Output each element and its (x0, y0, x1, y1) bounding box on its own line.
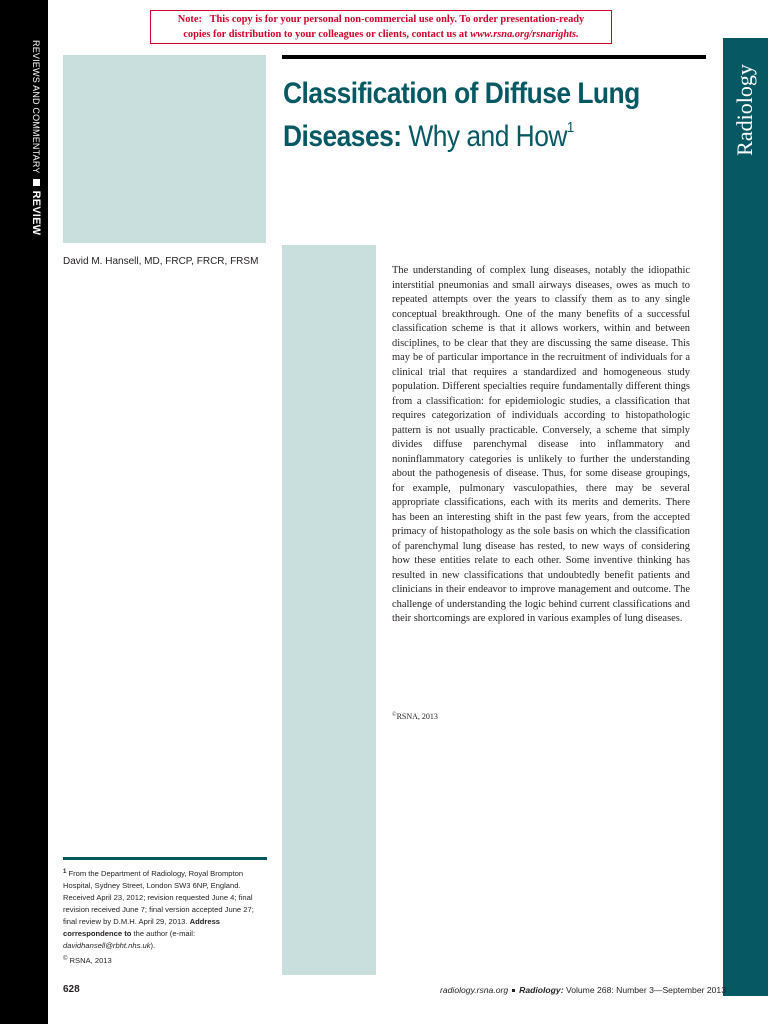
left-section-bar (0, 0, 48, 1024)
title-light: Why and How (408, 120, 567, 153)
section-label (30, 40, 42, 280)
abstract-text: The understanding of complex lung diseases, notably the idiopathic interstitial pneumonias and small airways diseases, owes as much to repeated attempts over the years to classify them as to any single conceptual breakthrough. One of the many benefits of a successful classification scheme is that it allows workers, within and between disciplines, to be clear that they are discussing the same disease. This may be of particular importance in the recruitment of individuals for a clinical trial that requires a standardized and homogeneous study population. Different specialties require fundamentally different things from a classification: for epidemiologic studies, a classification that requires categorization of individuals according to histopathologic pattern is not usually practicable. Conversely, a scheme that simply divides diffuse parenchymal disease into inflammatory and noninflammatory categories is unlikely to further the understanding about the pathogenesis of disease. Thus, for some disease groupings, for example, pulmonary vasculopathies, there may be several appropriate classifications, each with its merits and demerits. There has been an interesting shift in the past few years, from the accepted primacy of histopathology as the sole basis on which the classification of parenchymal lung disease has rested, to new ways of considering how these entities relate to each other. Some inventive thinking has resulted in new classifications that undoubtedly benefit patients and clinicians in their endeavor to improve management and outcome. The challenge of understanding the logic behind current classifications and their shortcomings are explored in various examples of lung diseases. (392, 265, 690, 624)
copyright-symbol: © (392, 712, 397, 718)
journal-name: Radiology (732, 64, 757, 156)
footer-site-link[interactable]: radiology.rsna.org (440, 985, 509, 995)
square-bullet-icon (33, 179, 40, 186)
copyright-text: RSNA, 2013 (396, 712, 438, 721)
footer-issue: Volume 268: Number 3—September 2013 (565, 985, 726, 995)
footnote-copyright-symbol: © (63, 956, 68, 962)
footnote-rule (63, 857, 267, 860)
footnote-copyright-text: RSNA, 2013 (69, 956, 112, 965)
notice-text-line2: copies for distribution to your colleagues or clients, contact us at (183, 29, 468, 40)
running-footer (440, 985, 726, 995)
footnote (63, 866, 269, 952)
header-panel (63, 55, 266, 243)
bullet-icon (512, 989, 515, 992)
email-close: ). (150, 941, 156, 950)
copy-notice (150, 10, 612, 44)
correspondence-text: the author (e-mail: (133, 929, 196, 938)
footer-journal: Radiology: (519, 985, 564, 995)
article-title (283, 72, 697, 158)
section-label-strong: REVIEW (30, 190, 42, 236)
title-bold: Classification of Diffuse Lung Diseases: (283, 77, 640, 153)
journal-side-bar (723, 38, 768, 996)
notice-text-line1: This copy is for your personal non-commercial use only. To order presentation-ready (209, 14, 585, 25)
footnote-text: From the Department of Radiology, Royal Brompton Hospital, Sydney Street, London SW3 6NP, England. Received April 23, 2012; revision requested June 4; final revision received June 7; final version accepted June 27; final review by D.M.H. April 29, 2013. (63, 869, 254, 926)
notice-label: Note: (177, 14, 202, 25)
author-email-link[interactable]: davidhansell@rbht.nhs.uk (63, 941, 151, 950)
correspondence-label: Address correspondence to (63, 917, 221, 938)
footnote-copyright (63, 956, 112, 965)
section-label-text: REVIEWS AND COMMENTARY (31, 40, 41, 174)
title-footnote-ref[interactable]: 1 (566, 119, 574, 136)
title-rule (282, 55, 706, 59)
abstract-copyright (392, 712, 438, 721)
notice-url-link[interactable]: www.rsna.org/rsnarights. (470, 29, 579, 40)
footnote-ref: 1 (63, 869, 67, 875)
author-line: David M. Hansell, MD, FRCP, FRCR, FRSM (63, 256, 259, 267)
page-number: 628 (63, 984, 80, 995)
abstract-panel (282, 245, 376, 975)
